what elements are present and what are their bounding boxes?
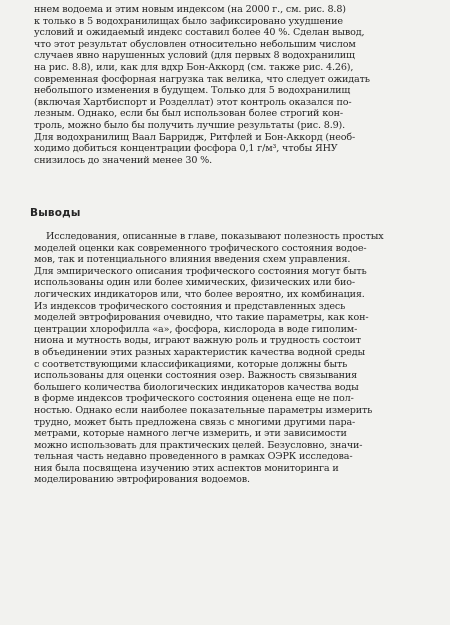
text-line: случаев явно нарушенных условий (для первых 8 водохранилищ xyxy=(34,50,355,62)
text-line: троль, можно было бы получить лучшие результаты (рис. 8.9). xyxy=(34,119,346,131)
text-line: снизилось до значений менее 30 %. xyxy=(34,154,213,166)
text-line: с соответствующими классификациями, которые должны быть xyxy=(34,358,348,370)
text-line: логических индикаторов или, что более вероятно, их комбинация. xyxy=(34,288,365,300)
text-line: тельная часть недавно проведенного в рамках ОЭРК исследова- xyxy=(34,451,353,463)
text-line: современная фосфорная нагрузка так велика, что следует ожидать xyxy=(34,73,370,85)
text-line: метрами, которые намного легче измерить, и эти зависимости xyxy=(34,428,347,440)
text-line: трудно, может быть предложена связь с многими другими пара- xyxy=(34,416,356,428)
text-line: лезным. Однако, если бы был использован более строгий кон- xyxy=(34,108,344,120)
text-line: моделей оценки как современного трофического состояния водое- xyxy=(34,242,367,254)
text-line: в объединении этих разных характеристик качества водной среды xyxy=(34,346,366,358)
text-line: использованы один или более химических, физических или био- xyxy=(34,277,355,289)
text-line: небольшого изменения в будущем. Только для 5 водохранилищ xyxy=(34,85,351,97)
text-line: моделей эвтрофирования очевидно, что такие параметры, как кон- xyxy=(34,312,369,324)
text-line: ностью. Однако если наиболее показательные параметры измерить xyxy=(34,404,373,416)
text-line: ниона и мутность воды, играют важную роль и трудность состоит xyxy=(34,335,361,347)
section-heading: Выводы xyxy=(30,207,81,219)
text-line: мов, так и потенциального влияния введения схем управления. xyxy=(34,254,351,266)
text-line: Для водохранилищ Ваал Барридж, Ритфлей и Бон-Аккорд (необ- xyxy=(34,131,356,143)
paragraph-continued xyxy=(34,4,420,166)
text-line: ннем водоема и этим новым индексом (на 2000 г., см. рис. 8.8) xyxy=(34,4,346,15)
text-line: ходимо добиться концентрации фосфора 0,1 г/м³, чтобы ЯНУ xyxy=(34,143,338,155)
text-line: что этот результат обусловлен относительно небольшим числом xyxy=(34,38,356,50)
text-line: ния была посвящена изучению этих аспектов мониторинга и xyxy=(34,462,339,474)
text-line: Для эмпирического описания трофического состояния могут быть xyxy=(34,265,367,277)
text-line: условий и ожидаемый индекс составил более 40 %. Сделан вывод, xyxy=(34,27,365,39)
text-line: моделированию эвтрофирования водоемов. xyxy=(34,474,250,486)
text-line: Из индексов трофического состояния и представленных здесь xyxy=(34,300,346,312)
text-line: на рис. 8.8), или, как для вдхр Бон-Аккорд (см. также рис. 4.26), xyxy=(34,61,354,73)
text-line: к только в 5 водохранилищах было зафиксировано ухудшение xyxy=(34,15,343,27)
conclusions-paragraph xyxy=(34,231,420,486)
text-line: Исследования, описанные в главе, показывают полезность простых xyxy=(46,231,384,242)
text-line: (включая Хартбиспорт и Розделлат) этот контроль оказался по- xyxy=(34,96,352,108)
text-line: использованы для оценки состояния озер. Важность связывания xyxy=(34,370,358,382)
text-line: центрации хлорофилла «а», фосфора, кислорода в воде гиполим- xyxy=(34,323,358,335)
text-line: большего количества биологических индикаторов качества воды xyxy=(34,381,359,393)
text-line: в форме индексов трофического состояния оценена еще не пол- xyxy=(34,393,354,405)
text-line: можно использовать для практических целей. Безусловно, значи- xyxy=(34,439,363,451)
